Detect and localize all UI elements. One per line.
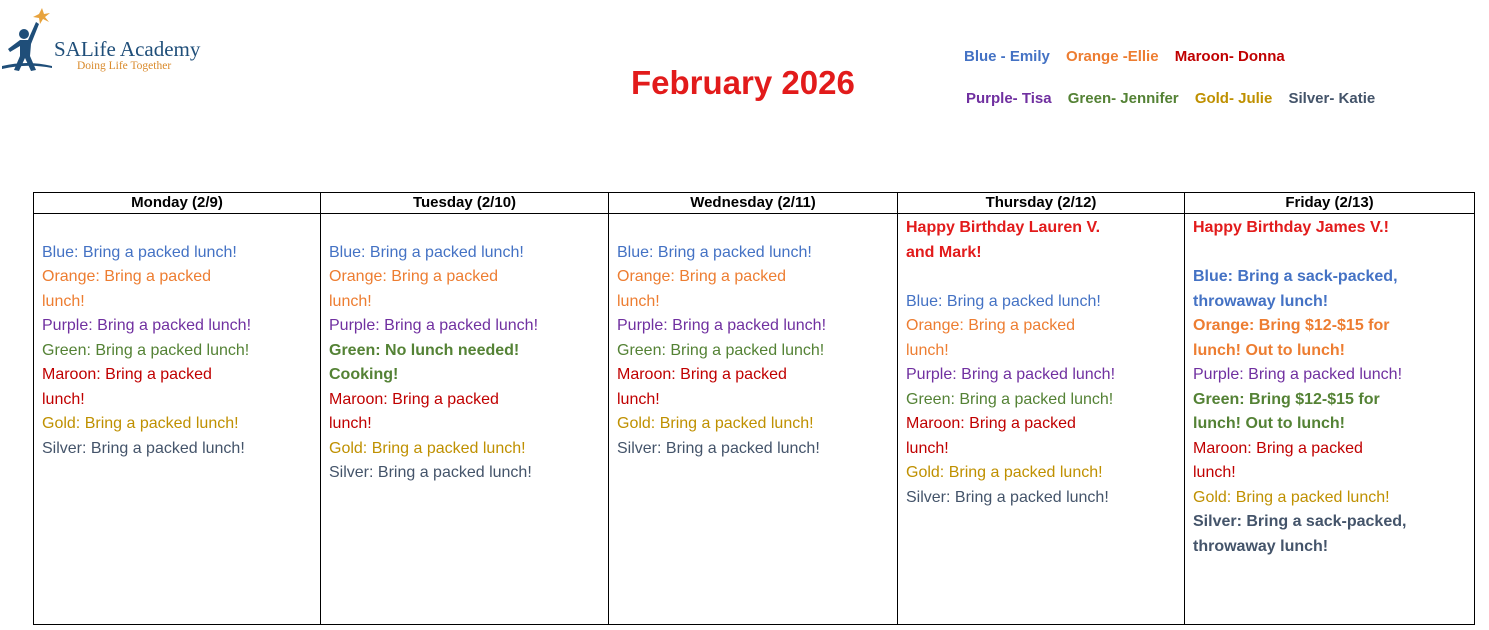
lunch-note: Cooking! bbox=[329, 366, 399, 383]
lunch-note: Green: No lunch needed! bbox=[329, 341, 520, 359]
logo-name: SALife Academy bbox=[54, 37, 201, 61]
lunch-note: Silver: Bring a packed lunch! bbox=[329, 464, 532, 481]
lunch-note: lunch! bbox=[42, 390, 85, 408]
lunch-note: lunch! bbox=[617, 390, 660, 408]
blank-line bbox=[617, 216, 897, 241]
lunch-note: and Mark! bbox=[906, 243, 982, 261]
lunch-note: Silver: Bring a packed lunch! bbox=[42, 439, 245, 457]
lunch-note: Purple: Bring a packed lunch! bbox=[329, 317, 539, 334]
lunch-note: lunch! bbox=[1193, 464, 1236, 481]
lunch-note: Silver: Bring a packed lunch! bbox=[617, 439, 820, 457]
legend-orange: Orange -Ellie bbox=[1066, 48, 1159, 65]
lunch-note: lunch! Out to lunch! bbox=[1193, 341, 1345, 359]
lunch-note: Gold: Bring a packed lunch! bbox=[906, 464, 1103, 481]
legend-green: Green- Jennifer bbox=[1067, 90, 1179, 107]
page-title: February 2026 bbox=[631, 64, 855, 101]
day-header: Friday (2/13) bbox=[1185, 193, 1475, 214]
lunch-note: Orange: Bring $12-$15 for bbox=[1193, 317, 1390, 334]
lunch-note: lunch! bbox=[329, 292, 372, 310]
lunch-note: Green: Bring a packed lunch! bbox=[906, 390, 1114, 408]
lunch-note: lunch! bbox=[617, 292, 660, 310]
color-legend-row-2 bbox=[966, 90, 1387, 107]
day-header: Wednesday (2/11) bbox=[609, 193, 898, 214]
lunch-note: Purple: Bring a packed lunch! bbox=[906, 366, 1116, 383]
day-header: Monday (2/9) bbox=[34, 193, 321, 214]
lunch-note: Purple: Bring a packed lunch! bbox=[42, 317, 252, 334]
lunch-note: lunch! Out to lunch! bbox=[1193, 415, 1345, 432]
blank-line bbox=[906, 265, 1184, 290]
lunch-note: Green: Bring $12-$15 for bbox=[1193, 390, 1380, 408]
lunch-note: lunch! bbox=[329, 415, 372, 432]
blank-line bbox=[329, 216, 608, 241]
lunch-note: Maroon: Bring a packed bbox=[1193, 439, 1363, 457]
lunch-note: Blue: Bring a packed lunch! bbox=[906, 292, 1101, 310]
lunch-note: Orange: Bring a packed bbox=[42, 268, 211, 285]
day-header-row bbox=[34, 193, 1475, 214]
legend-blue: Blue - Emily bbox=[964, 48, 1050, 65]
legend-maroon: Maroon- Donna bbox=[1174, 48, 1285, 65]
lunch-note: throwaway lunch! bbox=[1193, 292, 1329, 310]
lunch-note: Maroon: Bring a packed bbox=[329, 390, 499, 408]
lunch-note: Blue: Bring a packed lunch! bbox=[42, 243, 237, 261]
lunch-note: Silver: Bring a sack-packed, bbox=[1193, 513, 1407, 530]
legend-silver: Silver- Katie bbox=[1288, 90, 1376, 107]
lunch-note: Orange: Bring a packed bbox=[906, 317, 1075, 334]
lunch-note: Gold: Bring a packed lunch! bbox=[42, 415, 239, 432]
lunch-note: throwaway lunch! bbox=[1193, 537, 1329, 555]
legend-purple: Purple- Tisa bbox=[966, 90, 1052, 107]
lunch-note: Green: Bring a packed lunch! bbox=[42, 341, 250, 359]
lunch-note: Purple: Bring a packed lunch! bbox=[1193, 366, 1403, 383]
lunch-note: Gold: Bring a packed lunch! bbox=[1193, 488, 1390, 506]
lunch-note: Maroon: Bring a packed bbox=[617, 366, 787, 383]
day-cell bbox=[34, 214, 321, 625]
lunch-note: Gold: Bring a packed lunch! bbox=[329, 439, 526, 457]
day-header: Thursday (2/12) bbox=[898, 193, 1185, 214]
lunch-note: lunch! bbox=[906, 439, 949, 457]
day-cell bbox=[898, 214, 1185, 625]
lunch-note: Orange: Bring a packed bbox=[329, 268, 498, 285]
lunch-note: Purple: Bring a packed lunch! bbox=[617, 317, 827, 334]
day-header: Tuesday (2/10) bbox=[321, 193, 609, 214]
lunch-note: Green: Bring a packed lunch! bbox=[617, 341, 825, 359]
lunch-note: Blue: Bring a packed lunch! bbox=[329, 243, 524, 261]
lunch-note: lunch! bbox=[906, 341, 949, 359]
lunch-note: Blue: Bring a sack-packed, bbox=[1193, 268, 1398, 285]
day-cell bbox=[1185, 214, 1475, 625]
blank-line bbox=[1193, 241, 1474, 266]
legend-gold: Gold- Julie bbox=[1194, 90, 1273, 107]
lunch-note: Happy Birthday James V.! bbox=[1193, 219, 1389, 236]
color-legend-row-1 bbox=[964, 48, 1297, 65]
salife-academy-logo bbox=[0, 8, 230, 76]
day-cell bbox=[609, 214, 898, 625]
lunch-note: Silver: Bring a packed lunch! bbox=[906, 488, 1109, 506]
day-content-row bbox=[34, 214, 1475, 625]
lunch-note: Happy Birthday Lauren V. bbox=[906, 219, 1101, 236]
weekly-lunch-calendar bbox=[33, 192, 1475, 625]
lunch-note: Orange: Bring a packed bbox=[617, 268, 786, 285]
day-cell bbox=[321, 214, 609, 625]
lunch-note: Maroon: Bring a packed bbox=[906, 415, 1076, 432]
person-reaching-star-icon bbox=[0, 8, 54, 72]
lunch-note: Blue: Bring a packed lunch! bbox=[617, 243, 812, 261]
lunch-note: Gold: Bring a packed lunch! bbox=[617, 415, 814, 432]
logo-tagline: Doing Life Together bbox=[77, 60, 172, 72]
lunch-note: Maroon: Bring a packed bbox=[42, 366, 212, 383]
blank-line bbox=[42, 216, 320, 241]
lunch-note: lunch! bbox=[42, 292, 85, 310]
